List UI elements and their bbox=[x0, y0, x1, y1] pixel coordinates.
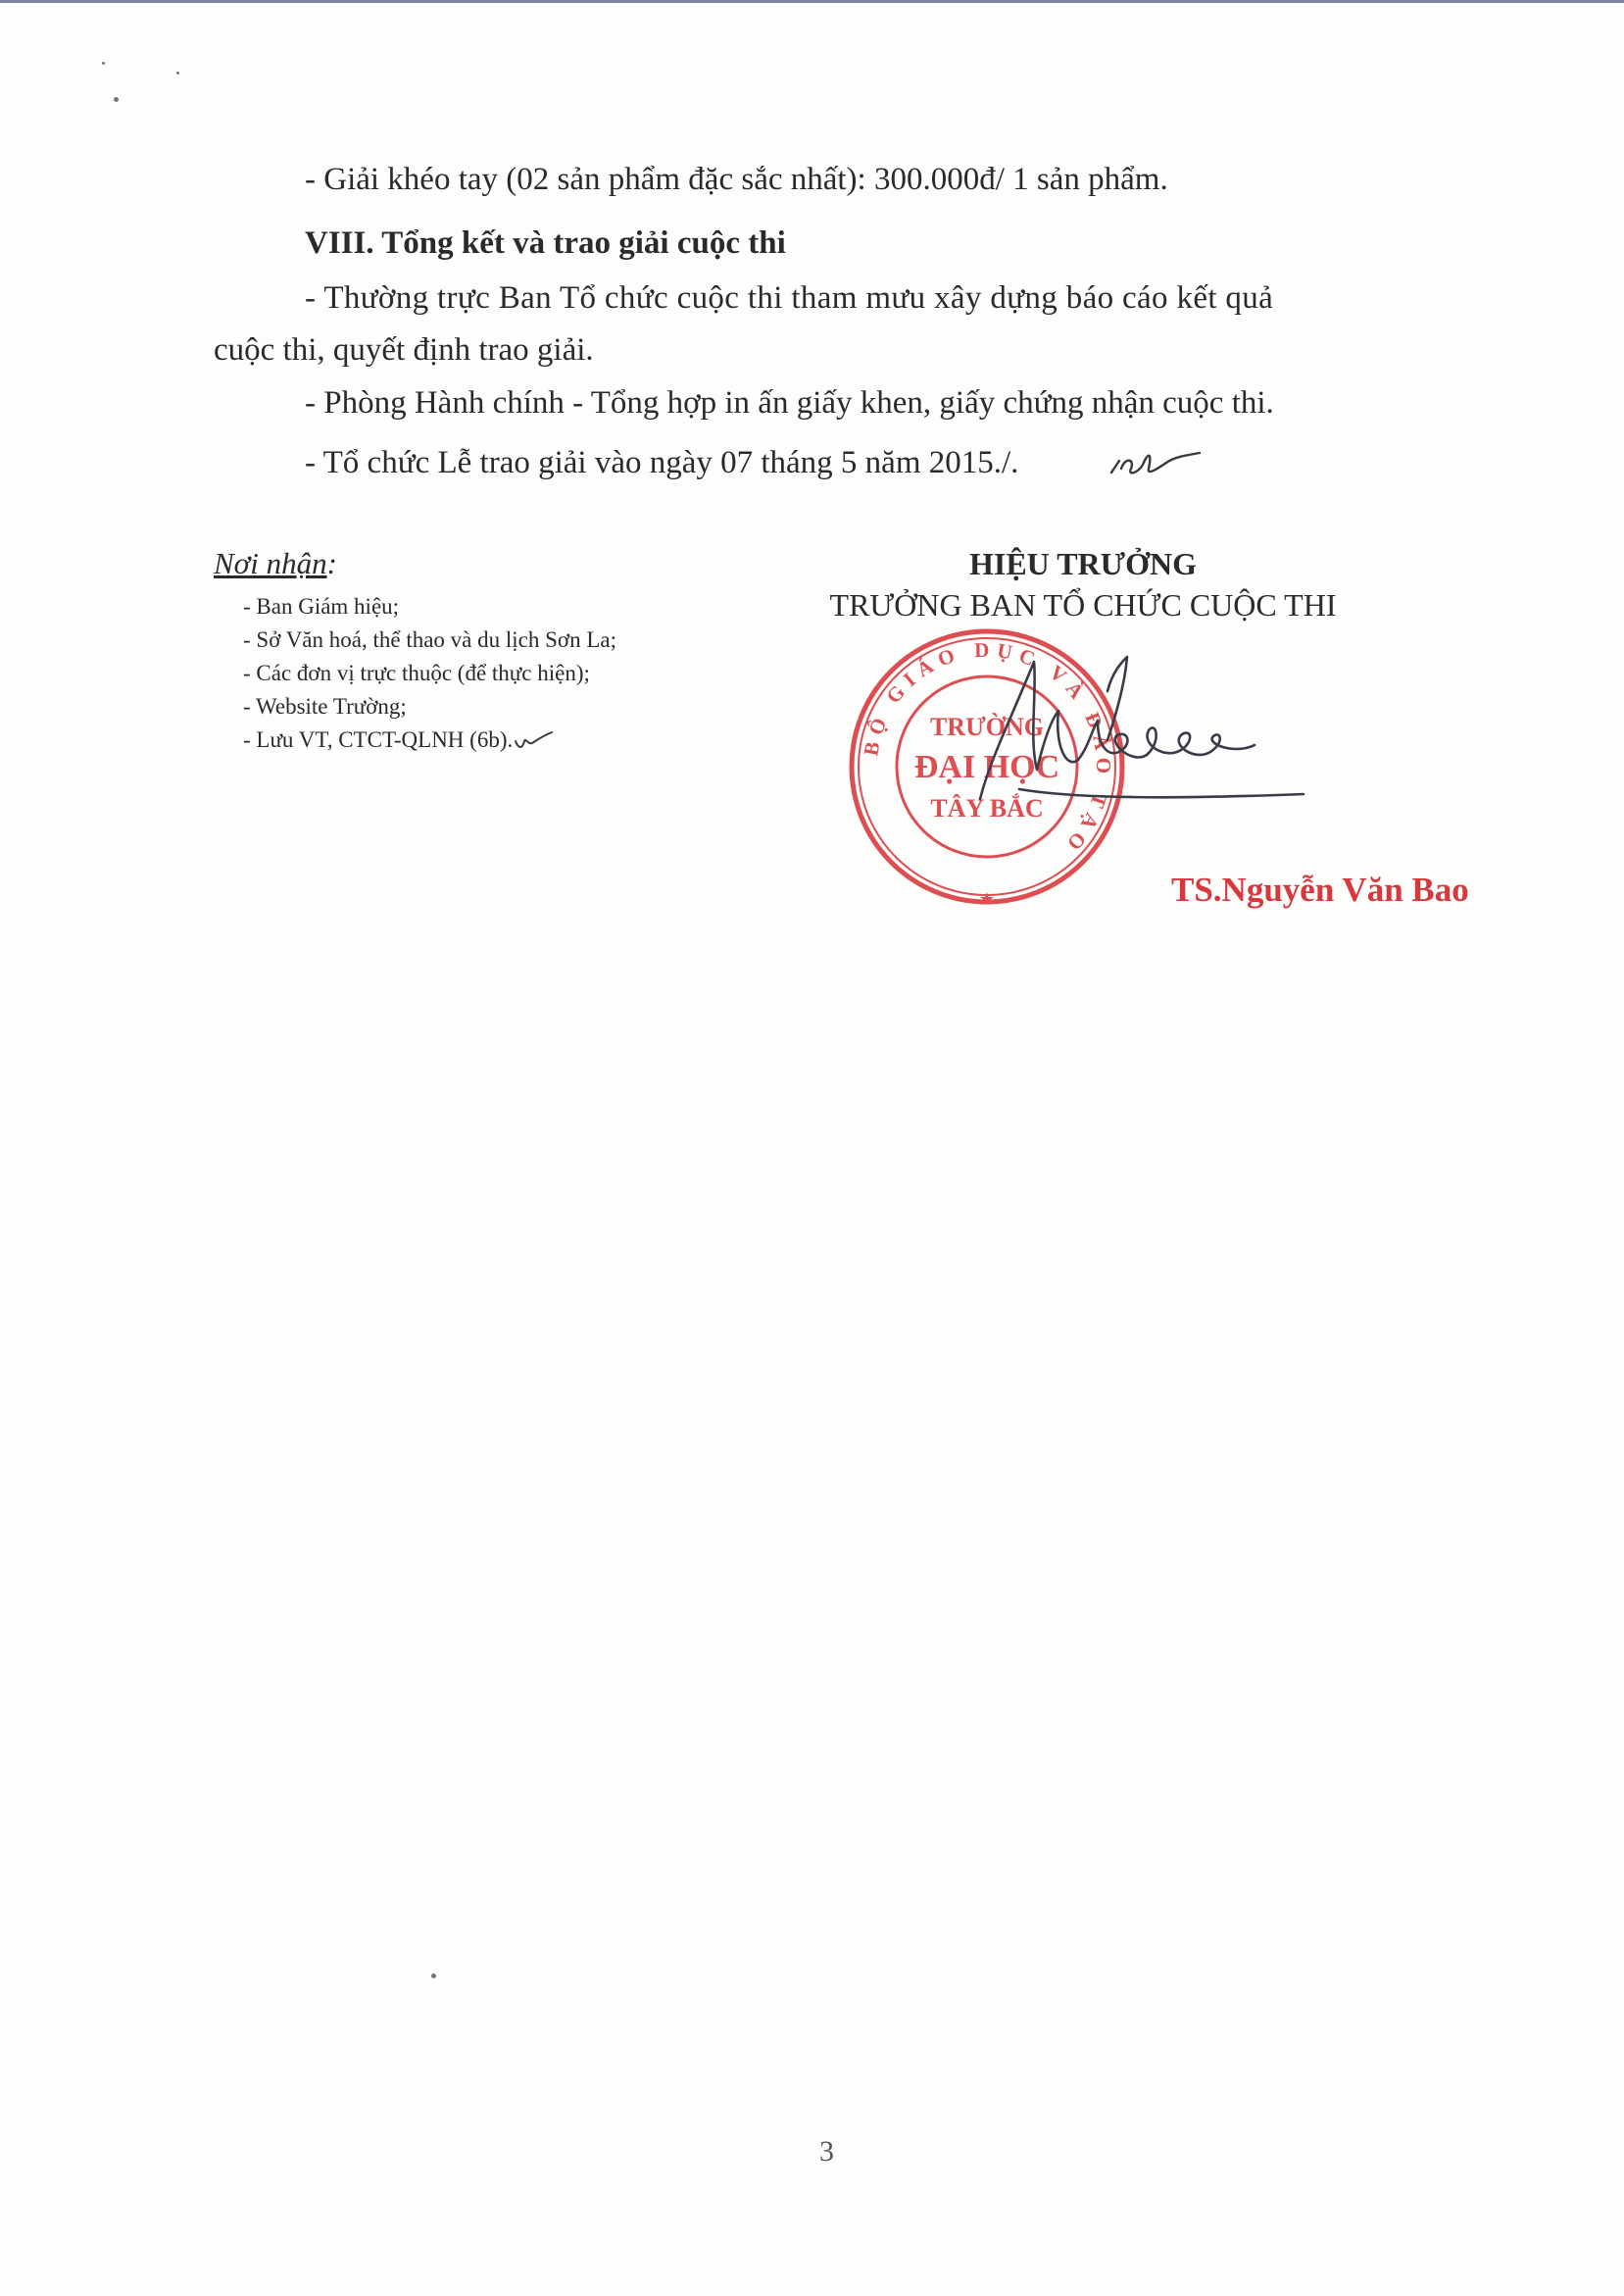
svg-text:TÂY BẮC: TÂY BẮC bbox=[930, 794, 1044, 823]
recipient-item: - Website Trường; bbox=[243, 694, 407, 719]
scan-speck bbox=[431, 1973, 436, 1978]
body-paragraph: - Tổ chức Lễ trao giải vào ngày 07 tháng 5 năm 2015./. bbox=[305, 445, 1019, 480]
recipients-title bbox=[214, 546, 337, 581]
body-paragraph-line: - Thường trực Ban Tổ chức cuộc thi tham mưu xây dựng báo cáo kết quả bbox=[305, 280, 1274, 316]
role-title: TRƯỞNG BAN TỔ CHỨC CUỘC THI bbox=[829, 587, 1337, 623]
body-paragraph: - Phòng Hành chính - Tổng hợp in ấn giấy khen, giấy chứng nhận cuộc thi. bbox=[305, 385, 1274, 421]
page-number: 3 bbox=[819, 2135, 834, 2168]
section-heading: VIII. Tổng kết và trao giải cuộc thi bbox=[305, 225, 786, 261]
svg-text:ĐẠI HỌC: ĐẠI HỌC bbox=[913, 749, 1060, 785]
handwritten-initial bbox=[1106, 439, 1204, 488]
recipients-title-colon: : bbox=[326, 546, 337, 580]
scan-edge bbox=[0, 0, 1624, 3]
handwritten-check bbox=[513, 729, 554, 751]
scan-speck bbox=[114, 97, 119, 102]
position-title: HIỆU TRƯỞNG bbox=[968, 546, 1198, 581]
recipients-list bbox=[243, 590, 616, 757]
recipient-item-text: - Lưu VT, CTCT-QLNH (6b). bbox=[243, 727, 514, 752]
recipients-title-word: Nơi nhận bbox=[214, 546, 327, 580]
recipient-item: - Các đơn vị trực thuộc (để thực hiện); bbox=[243, 661, 590, 685]
handwritten-signature bbox=[960, 652, 1313, 877]
recipient-item: - Ban Giám hiệu; bbox=[243, 594, 400, 619]
scan-speck bbox=[176, 72, 179, 75]
signer-name: TS.Nguyễn Văn Bao bbox=[1171, 871, 1469, 909]
prize-line: - Giải khéo tay (02 sản phẩm đặc sắc nhất): 300.000đ/ 1 sản phẩm. bbox=[305, 162, 1168, 197]
recipient-item bbox=[243, 724, 616, 757]
recipient-item: - Sở Văn hoá, thể thao và du lịch Sơn La; bbox=[243, 627, 616, 652]
svg-text:★: ★ bbox=[978, 889, 996, 909]
signature-title bbox=[725, 543, 1441, 625]
svg-text:BỘ GIÁO DỤC VÀ ĐÀO TẠO: BỘ GIÁO DỤC VÀ ĐÀO TẠO bbox=[859, 637, 1116, 861]
svg-text:TRƯỜNG: TRƯỜNG bbox=[929, 713, 1045, 741]
scan-speck bbox=[102, 62, 105, 65]
body-paragraph-line: cuộc thi, quyết định trao giải. bbox=[214, 332, 594, 368]
